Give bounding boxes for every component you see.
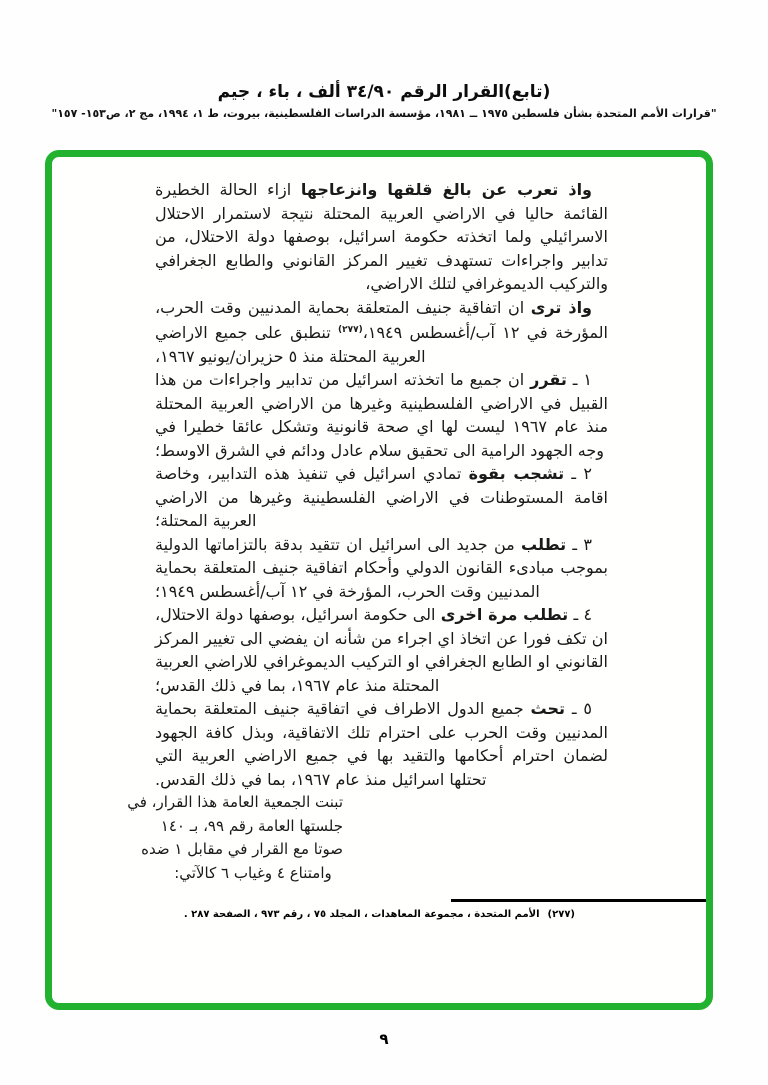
paragraph-operative-5-text: جميع الدول الاطراف في اتفاقية جنيف المتعلقة بحماية المدنيين وقت الحرب على احترام تلك الاتفاقية، وبذل كافة الجهود لضمان احترام أحكامها والتقيد بها في جميع الاراضي العربية التي تحتلها اسرائيل منذ عام ١٩٦٧، بما في ذلك القدس.	[155, 699, 608, 789]
footnote-277	[52, 909, 575, 920]
paragraph-preamble-1	[155, 178, 608, 296]
paragraph-operative-5	[155, 697, 608, 791]
paragraph-operative-2-number: ٢ ـ	[564, 464, 593, 483]
paragraph-preamble-1-lead: واذ تعرب عن بالغ قلقها وانزعاجها	[300, 180, 592, 199]
paragraph-operative-1	[155, 368, 608, 462]
footnote-separator	[451, 899, 706, 902]
page-number: ٩	[379, 1030, 389, 1048]
paragraph-preamble-2-text-a: ان اتفاقية جنيف المتعلقة بحماية المدنيين وقت الحرب، المؤرخة في ١٢ آب/أغسطس ١٩٤٩،	[155, 297, 608, 342]
paragraph-operative-2	[155, 462, 608, 533]
footnote-277-marker: (٢٧٧)	[547, 909, 575, 920]
paragraph-operative-4-lead: تطلب مرة اخرى	[440, 605, 569, 624]
adoption-note	[127, 791, 343, 885]
paragraph-operative-4-text: الى حكومة اسرائيل، بوصفها دولة الاحتلال، ان تكف فورا عن اتخاذ اي اجراء من شأنه ان يفضي الى تغيير المركز القانوني او الطابع الجغرافي او التركيب الديموغرافي للاراضي العربية المحتلة منذ عام ١٩٦٧، بما في ذلك القدس؛	[155, 605, 608, 695]
paragraph-operative-2-lead: تشجب بقوة	[468, 464, 565, 483]
footnote-ref-277: (٢٧٧)	[337, 325, 363, 335]
resolution-title: (تابع)القرار الرقم ٣٤/٩٠ ألف ، باء ، جيم	[217, 82, 551, 102]
adoption-note-line-4: وامتناع ٤ وغياب ٦ كالآتي:	[174, 863, 332, 882]
resolution-frame-box	[45, 150, 713, 1010]
paragraph-operative-5-lead: تحث	[530, 699, 566, 718]
paragraph-operative-3-lead: تطلب	[521, 534, 567, 554]
paragraph-operative-4-number: ٤ ـ	[568, 605, 593, 624]
paragraph-operative-2-text: تمادي اسرائيل في تنفيذ هذه التدابير، وخاصة اقامة المستوطنات في الاراضي الفلسطينية وغيرها من الاراضي العربية المحتلة؛	[155, 464, 608, 530]
adoption-note-line-2: جلستها العامة رقم ٩٩، بـ ١٤٠	[160, 816, 343, 835]
adoption-note-line-3: صوتا مع القرار في مقابل ١ ضده	[141, 840, 343, 858]
paragraph-preamble-2-lead: واذ ترى	[530, 297, 593, 317]
paragraph-operative-3-number: ٣ ـ	[566, 534, 592, 554]
source-citation: "قرارات الأمم المتحدة بشأن فلسطين ١٩٧٥ ــ ١٩٨١، مؤسسة الدراسات الفلسطينية، بيروت، ط ١، ١٩٩٤، مج ٢، ص١٥٣- ١٥٧"	[51, 107, 717, 120]
paragraph-operative-3-text: من جديد الى اسرائيل ان تتقيد بدقة بالتزاماتها الدولية بموجب مبادىء القانون الدولي وأحكام اتفاقية جنيف المتعلقة بحماية المدنيين وقت الحرب، المؤرخة في ١٢ آب/أغسطس ١٩٤٩؛	[155, 534, 608, 601]
adoption-note-line-1: تبنت الجمعية العامة هذا القرار، في	[127, 793, 343, 811]
paragraph-operative-4	[155, 603, 608, 697]
paragraph-operative-3	[155, 533, 608, 604]
paragraph-preamble-2	[155, 296, 608, 369]
footnote-277-text: الأمم المتحدة ، مجموعة المعاهدات ، المجلد ٧٥ ، رقم ٩٧٣ ، الصفحة ٢٨٧ .	[183, 909, 540, 920]
paragraph-operative-1-lead: تقرر	[530, 370, 567, 389]
page-header	[0, 82, 768, 120]
paragraph-operative-1-text: ان جميع ما اتخذته اسرائيل من تدابير واجراءات من هذا القبيل في الاراضي الفلسطينية وغيرها من الاراضي العربية المحتلة منذ عام ١٩٦٧ ليست لها اي صحة قانونية وتشكل عائقا خطيرا في وجه الجهود الرامية الى تحقيق سلام عادل ودائم في الشرق الاوسط؛	[155, 370, 609, 460]
resolution-text-column	[127, 178, 609, 885]
paragraph-preamble-2-text-b: تنطبق على جميع الاراضي العربية المحتلة منذ ٥ حزيران/يونيو ١٩٦٧،	[155, 323, 426, 366]
paragraph-operative-5-number: ٥ ـ	[565, 699, 593, 718]
paragraph-operative-1-number: ١ ـ	[566, 370, 593, 389]
paragraph-preamble-1-text: ازاء الحالة الخطيرة القائمة حاليا في الاراضي العربية المحتلة نتيجة لاستمرار الاحتلال الاسرائيلي ولما اتخذته حكومة اسرائيل، بوصفها دولة الاحتلال، من تدابير واجراءات تستهدف تغيير المركز القانوني والطابع الجغرافي والتركيب الديموغرافي لتلك الاراضي،	[155, 180, 608, 293]
